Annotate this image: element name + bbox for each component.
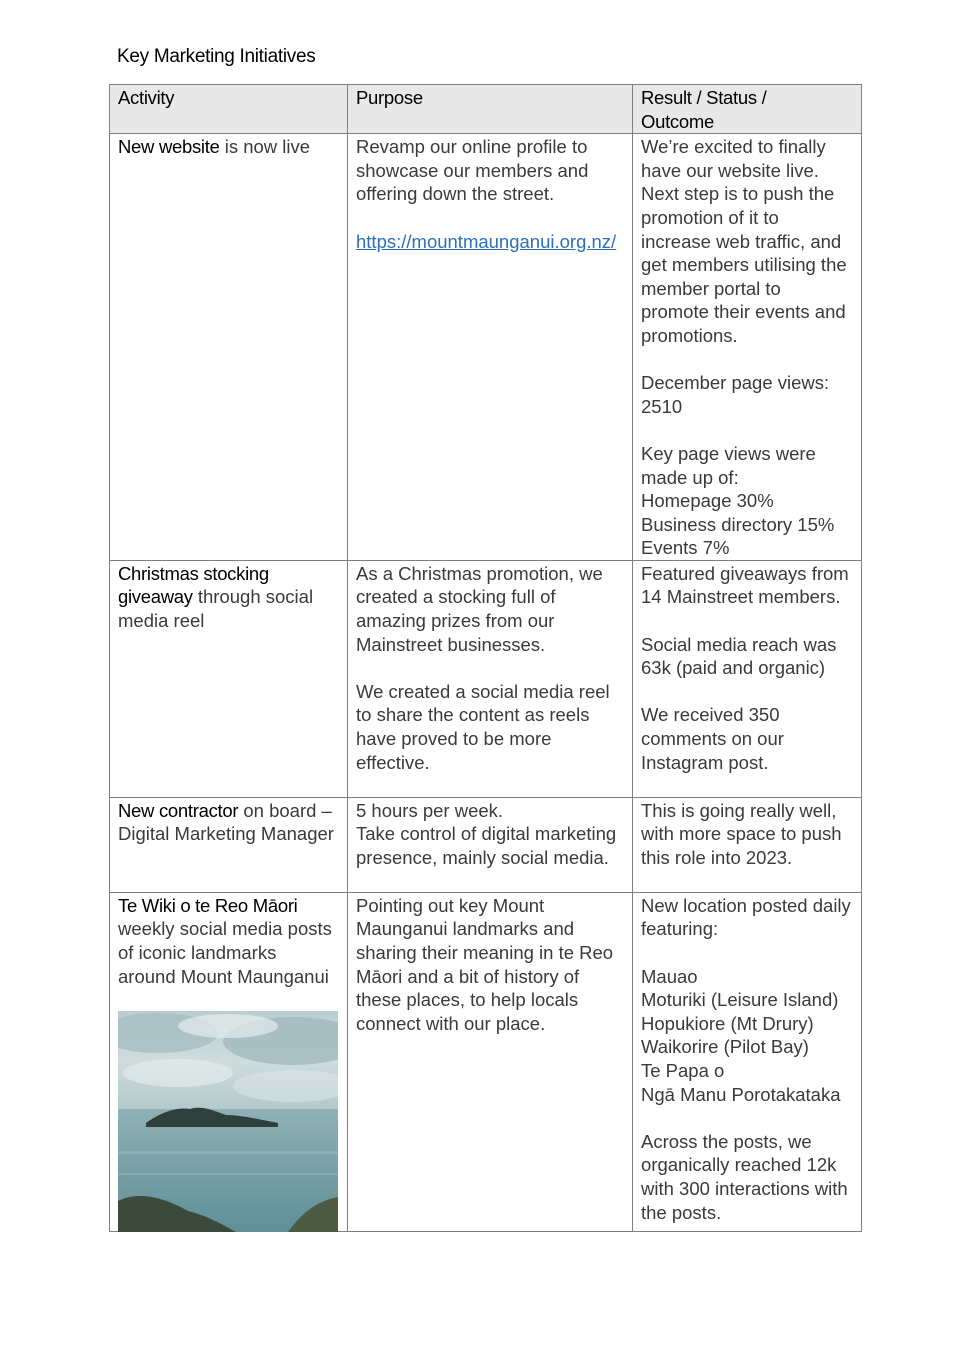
purpose-text: Revamp our online profile to showcase our members and offering down the street. [356, 136, 589, 205]
activity-detail: through social media reel [118, 586, 314, 632]
list-item: Ngā Manu Porotakataka [641, 1083, 841, 1105]
table-header-row [110, 85, 862, 134]
activity-title: Te Wiki o te Reo Māori [118, 894, 298, 916]
purpose-text: Take control of digital marketing presence, mainly social media. [356, 823, 617, 869]
header-activity: Activity [110, 85, 348, 134]
list-item: Mauao [641, 965, 698, 987]
result-text: Across the posts, we organically reached 12k with 300 interactions with the posts. [641, 1130, 848, 1223]
cell-purpose [348, 797, 633, 892]
header-result-line1: Result / Status / [641, 87, 767, 108]
list-item: Events 7% [641, 537, 730, 559]
list-item: Business directory 15% [641, 513, 835, 535]
list-item: Te Papa o [641, 1060, 725, 1082]
header-result-line2: Outcome [641, 110, 714, 132]
cell-result [633, 134, 862, 561]
marketing-initiatives-table [109, 84, 862, 1232]
cell-activity [110, 797, 348, 892]
table-row-new-contractor [110, 797, 862, 892]
result-text: We’re excited to finally have our website live. Next step is to push the promotion of it to increase web traffic, and get members utilising the member portal to promote their events and promotions. [641, 136, 847, 346]
result-text: Featured giveaways from 14 Mainstreet members. [641, 562, 849, 608]
cell-result [633, 892, 862, 1231]
key-pages-intro: Key page views were made up of: [641, 442, 816, 488]
list-item: Moturiki (Leisure Island) [641, 989, 839, 1011]
cell-purpose [348, 134, 633, 561]
activity-title: New contractor [118, 799, 239, 821]
list-item: Hopukiore (Mt Drury) [641, 1012, 814, 1034]
website-link[interactable]: https://mountmaunganui.org.nz/ [356, 230, 617, 252]
list-item: Waikorire (Pilot Bay) [641, 1036, 809, 1058]
activity-detail: is now live [219, 136, 311, 158]
table-row-te-wiki [110, 892, 862, 1231]
purpose-text: As a Christmas promotion, we created a stocking full of amazing prizes from our Mainstreet businesses. [356, 562, 603, 655]
table-row-christmas-giveaway [110, 560, 862, 797]
activity-detail: on board – Digital Marketing Manager [118, 799, 334, 845]
moturiki-island-photo [118, 1011, 338, 1232]
cell-activity [110, 892, 348, 1231]
purpose-text: 5 hours per week. [356, 799, 504, 821]
cell-purpose: Pointing out key Mount Maunganui landmarks and sharing their meaning in te Reo Māori and a bit of history of these places, to help locals connect with our place. [348, 892, 633, 1231]
list-item: Homepage 30% [641, 490, 774, 512]
cell-result [633, 560, 862, 797]
cell-activity [110, 134, 348, 561]
header-result [633, 85, 862, 134]
result-text: New location posted daily featuring: [641, 894, 851, 940]
cell-purpose [348, 560, 633, 797]
cell-result: This is going really well, with more space to push this role into 2023. [633, 797, 862, 892]
activity-title: New website [118, 136, 220, 158]
activity-title: Christmas stocking giveaway [118, 562, 269, 608]
result-text: Social media reach was 63k (paid and organic) [641, 633, 837, 679]
activity-detail: weekly social media posts of iconic landmarks around Mount Maunganui [118, 918, 332, 987]
page-views-stat: December page views: 2510 [641, 372, 830, 417]
cell-activity [110, 560, 348, 797]
purpose-text: We created a social media reel to share the content as reels have proved to be more effective. [356, 680, 610, 773]
header-purpose: Purpose [348, 85, 633, 134]
result-text: We received 350 comments on our Instagram post. [641, 704, 784, 773]
page-title: Key Marketing Initiatives [117, 46, 316, 67]
table-row-new-website [110, 134, 862, 561]
